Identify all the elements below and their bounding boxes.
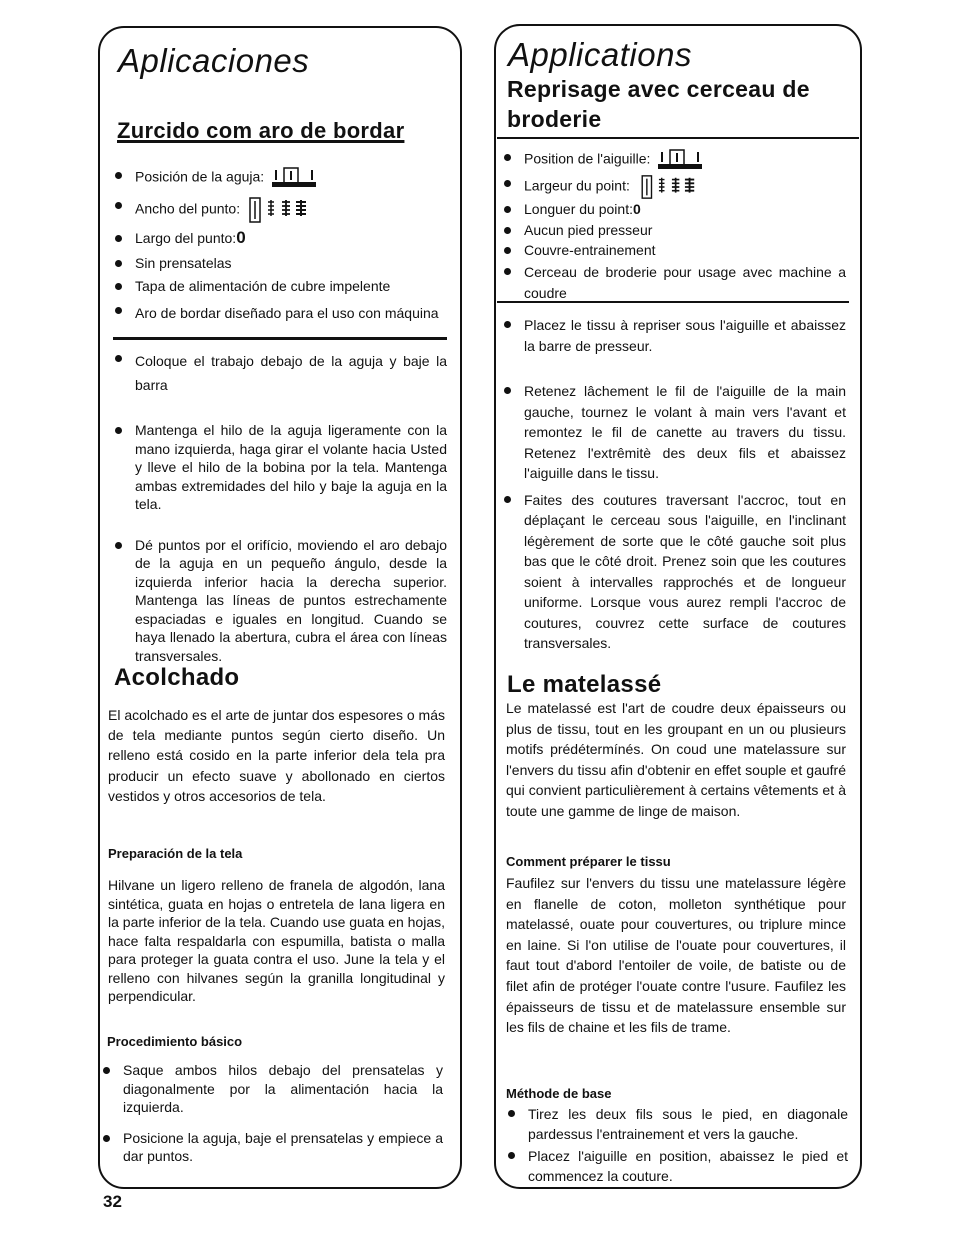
french-title: Applications <box>508 36 692 73</box>
setting-label: Largeur du point: <box>524 177 630 194</box>
setting-label: Sin prensatelas <box>135 254 232 271</box>
settings-item <box>113 254 443 273</box>
method-text: Placez l'aiguille en position, abaissez le pied et commencez la couture. <box>528 1148 848 1184</box>
setting-label: Position de l'aiguille: <box>524 150 651 167</box>
setting-label: Tapa de alimentación de cubre impelente <box>135 278 391 294</box>
french-method-list <box>506 1104 848 1186</box>
step-text: Placez le tissu à repriser sous l'aiguille et abaissez la barre de presseur. <box>524 317 846 354</box>
step-item <box>502 490 846 654</box>
french-steps-list <box>502 315 846 654</box>
stitch-width-icon <box>638 174 704 200</box>
method-item <box>101 1061 443 1117</box>
step-text: Mantenga el hilo de la aguja ligeramente con la mano izquierda, haga girar el volante hacia Usted y lleve el hilo de la bobina por la tela. Mantenga ambas extremidades del hilo y baje la aguja en la tela. <box>135 422 447 512</box>
setting-label: Aucun pied presseur <box>524 221 653 238</box>
step-item <box>502 381 846 484</box>
method-text: Posicione la aguja, baje el prensatelas y empiece a dar puntos. <box>123 1129 443 1164</box>
step-item <box>113 421 447 514</box>
settings-item <box>113 166 443 190</box>
spanish-section2-heading: Acolchado <box>114 664 240 691</box>
stitch-length-value: 0 <box>236 228 246 247</box>
settings-item <box>502 221 846 240</box>
spanish-prep-heading: Preparación de la tela <box>108 846 243 861</box>
spanish-section1-heading: Zurcido com aro de bordar <box>117 118 405 143</box>
settings-item <box>502 148 846 172</box>
setting-label: Ancho del punto: <box>135 200 241 217</box>
french-prep-text: Faufilez sur l'envers du tissu une matelassure légère en flanelle de coton, molleton synthétique pour matelassé, ouate pour couvertures, ou triplure mince en laine. Si l'on utilise de l'ouate pour couvertures, il faut tout d'abord l'entoiler de voile, de batiste ou de filet afin de protéger l'ouate contre l'usure. Faufilez les épaisseurs de tissu et de matelassure ensemble sur les fils de chaine et les fils de trame. <box>506 875 846 1036</box>
setting-label: Cerceau de broderie pour usage avec machine a coudre <box>524 263 846 301</box>
method-text: Saque ambos hilos debajo del prensatelas y diagonalmente por la alimentación hacia la izquierda. <box>123 1062 443 1115</box>
spanish-settings-list <box>113 166 443 325</box>
page-number: 32 <box>103 1192 122 1211</box>
setting-label: Largo del punto: <box>135 230 237 246</box>
french-quilting-intro: Le matelassé est l'art de coudre deux épaisseurs ou plus de tissu, tout en les groupant en un ou plusieurs motifs prédétermínés. On coud une matelassure sur l'envers du tissu afin d'obtenir en effet souple et gaufré qui convient particulièrement à certains vêtements et à toute une gamme de linge de maison. <box>506 700 846 819</box>
french-prep-heading: Comment préparer le tissu <box>506 854 671 869</box>
french-settings-list <box>502 148 846 304</box>
needle-position-icon <box>272 166 318 190</box>
french-method-heading: Méthode de base <box>506 1086 612 1101</box>
divider <box>113 337 447 340</box>
step-item <box>502 315 846 356</box>
spanish-method-list <box>101 1061 443 1166</box>
settings-item <box>502 200 846 219</box>
setting-label: Couvre-entrainement <box>524 242 656 258</box>
step-text: Retenez lâchement le fil de l'aiguille de la main gauche, tournez le volant à main vers l'avant et remontez le fil de canette au travers du tissu. Retenez l'extrêmitè des deux fils et abaissez l'aiguille dans le tissu. <box>524 383 846 481</box>
settings-item <box>113 196 443 224</box>
spanish-prep-text: Hilvane un ligero relleno de franela de algodón, lana sintética, guata en hojas o entretela de lana ligera en la parte inferior de la tela. Cuando use guata en hojas, hace falta respaldarla con espumilla, batista o malla para proteger la guata contra el uso. June la tela y el relleno con hilvanes según la granilla longitudinal y perpendicular. <box>108 877 446 1004</box>
setting-label: Posición de la aguja: <box>135 168 265 185</box>
method-item <box>101 1129 443 1166</box>
spanish-method-heading: Procedimiento básico <box>107 1034 243 1049</box>
settings-item <box>502 262 846 304</box>
settings-item <box>502 174 846 200</box>
settings-item <box>113 301 443 325</box>
divider <box>497 301 849 303</box>
spanish-quilting-intro: El acolchado es el arte de juntar dos espesores o más de tela mediante puntos según cierto diseño. Un relleno está cosido en la parte inferior dela tela pra producir un efecto suave y abollonado en ciertos vestidos y otros accesorios de tela. <box>108 707 445 804</box>
settings-item <box>113 277 443 296</box>
stitch-length-value: 0 <box>632 201 641 217</box>
needle-position-icon <box>658 148 704 172</box>
method-item <box>506 1104 848 1144</box>
step-item <box>113 536 447 666</box>
step-text: Coloque el trabajo debajo de la aguja y baje la barra <box>135 353 447 393</box>
step-item <box>113 349 447 397</box>
settings-item <box>113 229 443 248</box>
setting-label: Aro de bordar diseñado para el uso con máquina <box>135 304 439 321</box>
french-section2-heading: Le matelassé <box>507 671 662 698</box>
spanish-steps-list <box>113 349 447 665</box>
method-item <box>506 1146 848 1186</box>
step-text: Faites des coutures traversant l'accroc, tout en déplaçant le cerceau sous l'aiguille, en l'inclinant légèrement de sorte que le côté gauche soit plus bas que le côté droit. Prenez soin que les coutures soient à intervalles rapprochés et de longueur uniforme. Lorsque vous aurez rempli l'accroc de coutures, couvrez cette surface de coutures transversales. <box>524 491 846 651</box>
french-section1-heading: Reprisage avec cerceau de broderie <box>507 76 810 132</box>
step-text: Dé puntos por el orifício, moviendo el aro debajo de la aguja en un pequeño ángulo, desde la izquierda inferior hacia la derecha superior. Mantenga las líneas de puntos estrechamente espaciadas e iguales en longitud. Cuando se haya llenado la abertura, cubra el área con líneas transversales. <box>135 536 447 664</box>
settings-item <box>502 241 846 260</box>
divider <box>497 137 859 139</box>
method-text: Tirez les deux fils sous le pied, en diagonale pardessus l'entrainement et vers la gauche. <box>528 1106 848 1142</box>
setting-label: Longuer du point: <box>524 201 633 217</box>
spanish-title: Aplicaciones <box>118 42 310 79</box>
stitch-width-icon <box>248 196 314 224</box>
